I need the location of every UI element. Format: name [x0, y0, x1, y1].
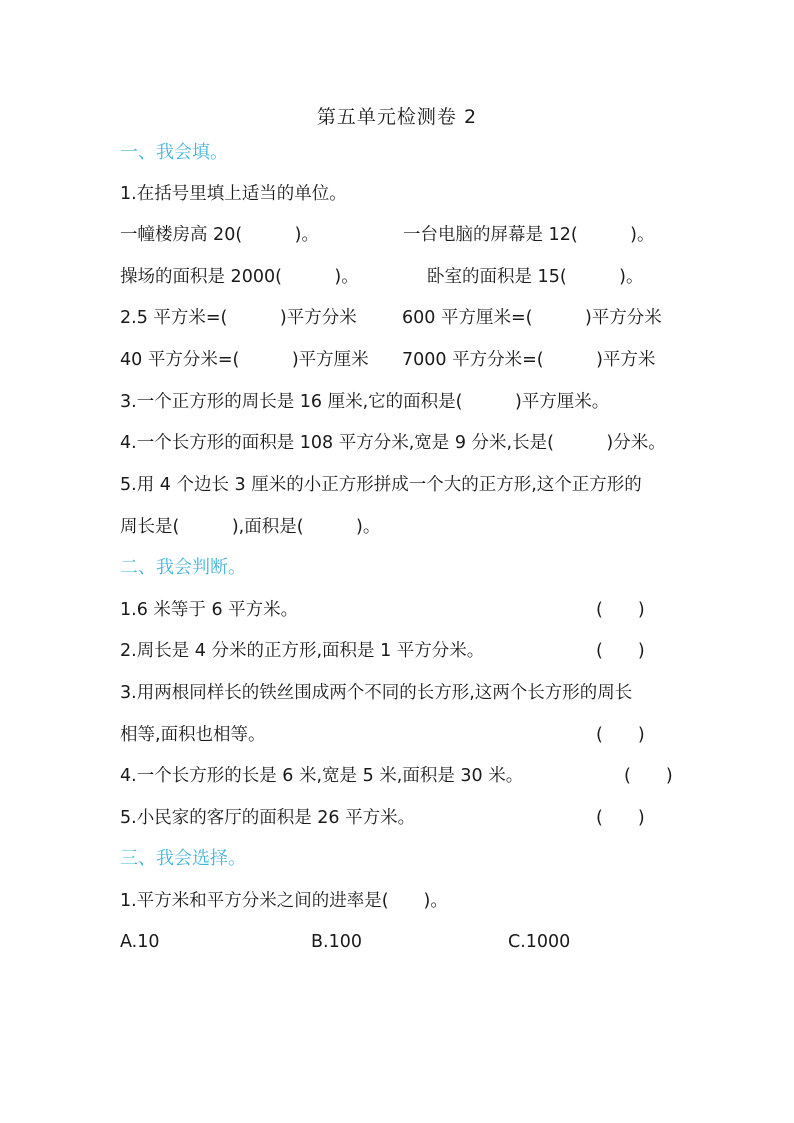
choice-option-b[interactable]: B.100: [311, 932, 362, 952]
judge-answer-bracket-3[interactable]: ( ): [596, 725, 645, 745]
judge-answer-bracket-1[interactable]: ( ): [596, 600, 645, 620]
page-title: 第五单元检测卷 2: [316, 106, 478, 128]
question-5-line1: 5.用 4 个边长 3 厘米的小正方形拼成一个大的正方形,这个正方形的: [120, 475, 642, 495]
question-3: 3.一个正方形的周长是 16 厘米,它的面积是( )平方厘米。: [120, 392, 610, 412]
question-2d: 7000 平方分米=( )平方米: [402, 350, 656, 370]
section-heading-fill: 一、我会填。: [120, 142, 228, 163]
choice-option-c[interactable]: C.1000: [508, 932, 571, 952]
question-4: 4.一个长方形的面积是 108 平方分米,宽是 9 分米,长是( )分米。: [120, 433, 666, 453]
judge-question-1: 1.6 米等于 6 平方米。: [120, 600, 299, 620]
judge-question-4: 4.一个长方形的长是 6 米,宽是 5 米,面积是 30 米。: [120, 766, 524, 786]
question-2a: 2.5 平方米=( )平方分米: [120, 308, 357, 328]
question-5-line2: 周长是( ),面积是( )。: [120, 517, 381, 537]
question-1a: 一幢楼房高 20( )。: [120, 225, 319, 245]
judge-answer-bracket-4[interactable]: ( ): [624, 766, 673, 786]
choice-question-1: 1.平方米和平方分米之间的进率是( )。: [120, 891, 448, 911]
judge-answer-bracket-2[interactable]: ( ): [596, 641, 645, 661]
judge-question-3-line2: 相等,面积也相等。: [120, 725, 266, 745]
question-2b: 600 平方厘米=( )平方分米: [402, 308, 662, 328]
question-1b: 一台电脑的屏幕是 12( )。: [403, 225, 655, 245]
judge-question-3-line1: 3.用两根同样长的铁丝围成两个不同的长方形,这两个长方形的周长: [120, 683, 633, 703]
question-1-prompt: 1.在括号里填上适当的单位。: [120, 184, 347, 204]
judge-answer-bracket-5[interactable]: ( ): [596, 808, 645, 828]
judge-question-2: 2.周长是 4 分米的正方形,面积是 1 平方分米。: [120, 641, 485, 661]
question-1d: 卧室的面积是 15( )。: [427, 267, 644, 287]
question-2c: 40 平方分米=( )平方厘米: [120, 350, 369, 370]
section-heading-choose: 三、我会选择。: [120, 848, 246, 869]
section-heading-judge: 二、我会判断。: [120, 557, 246, 578]
question-1c: 操场的面积是 2000( )。: [120, 267, 359, 287]
judge-question-5: 5.小民家的客厅的面积是 26 平方米。: [120, 808, 416, 828]
choice-option-a[interactable]: A.10: [120, 932, 160, 952]
